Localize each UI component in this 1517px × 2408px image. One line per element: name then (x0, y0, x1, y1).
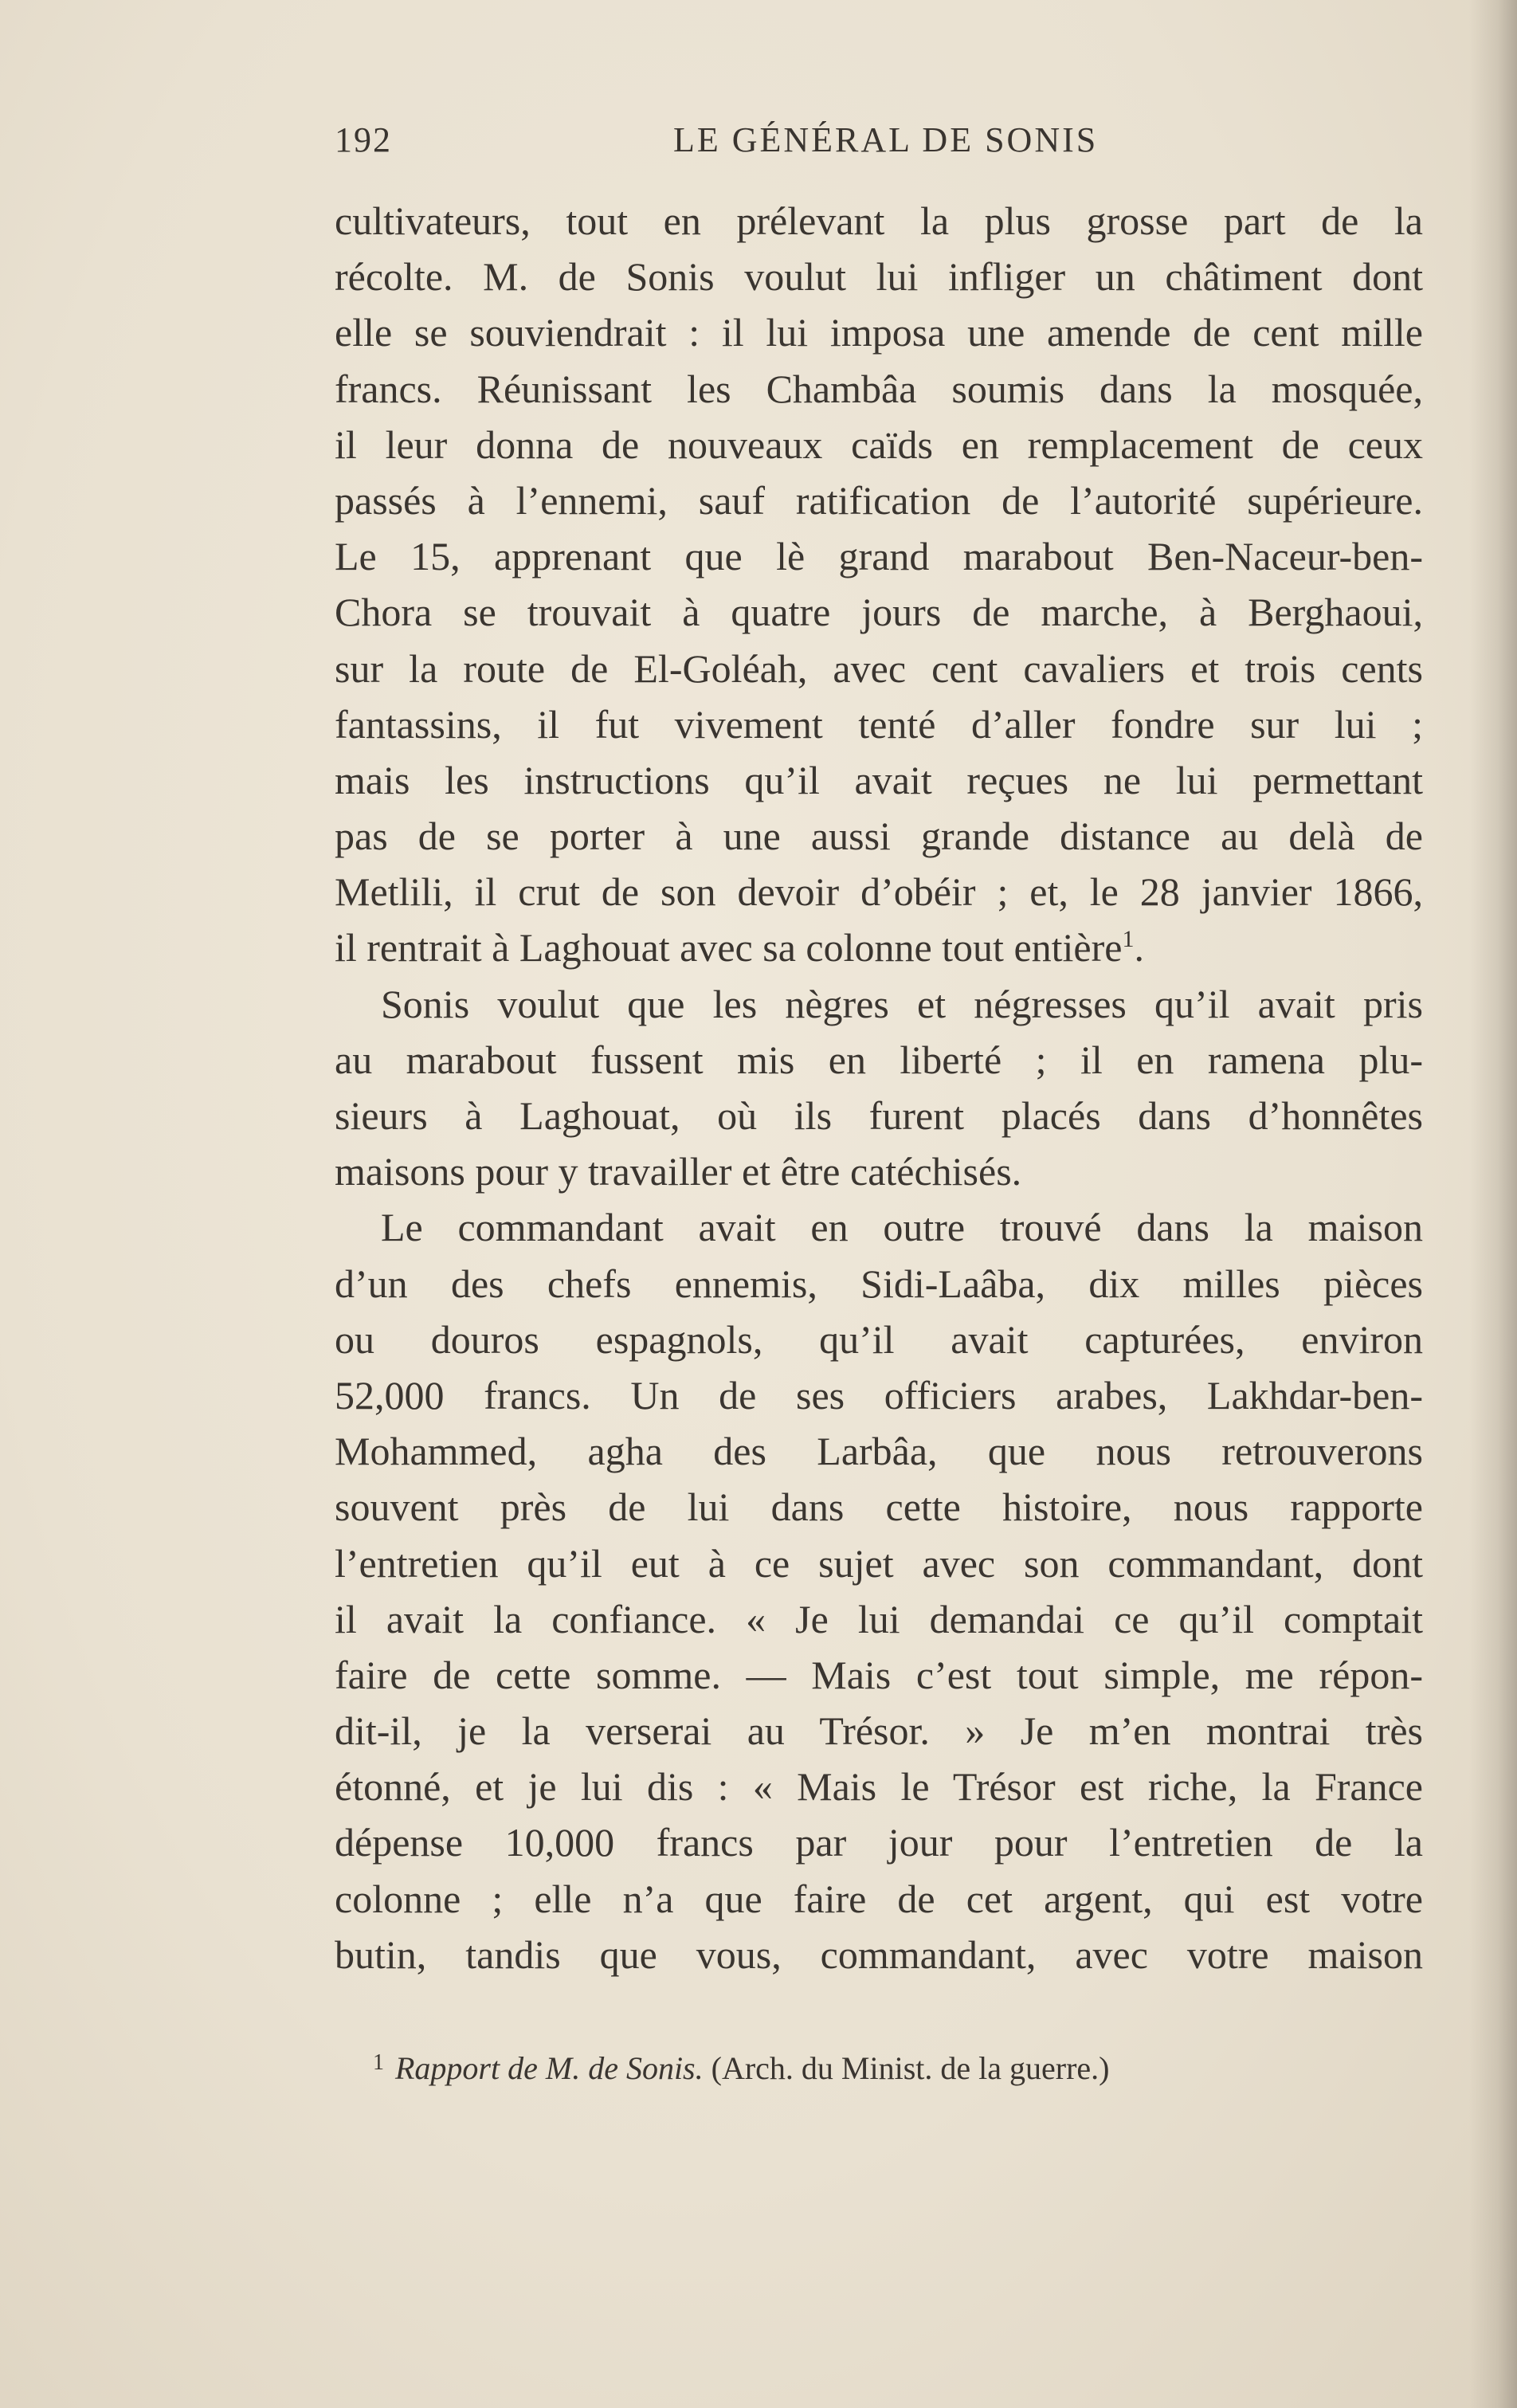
text-line: souvent près de lui dans cette histoire, nous rapporte (335, 1484, 1423, 1530)
paragraph-end-line (335, 920, 1423, 975)
page-number: 192 (335, 120, 392, 159)
text-line: dépense 10,000 francs par jour pour l’entretien de la (335, 1820, 1423, 1865)
text-line: étonné, et je lui dis : « Mais le Trésor est riche, la France (335, 1764, 1423, 1810)
text-line: il avait la confiance. « Je lui demandai ce qu’il comptait (335, 1596, 1423, 1641)
text-line: au marabout fussent mis en liberté ; il en ramena plu- (335, 1037, 1423, 1082)
text-line: butin, tandis que vous, commandant, avec votre maison (335, 1931, 1423, 1977)
text-line: pas de se porter à une aussi grande distance au delà de (335, 814, 1423, 859)
text-line: 52,000 francs. Un de ses officiers arabes, Lakhdar-ben- (335, 1372, 1423, 1418)
text-line: Sonis voulut que les nègres et négresses qu’il avait pris (381, 981, 1423, 1026)
text-line: passés à l’ennemi, sauf ratification de l’autorité supérieure. (335, 477, 1423, 523)
text-line: elle se souviendrait : il lui imposa une amende de cent mille (335, 310, 1423, 355)
text-line: ou douros espagnols, qu’il avait capturées, environ (335, 1316, 1423, 1362)
text-line: sieurs à Laghouat, où ils furent placés dans d’honnêtes (335, 1093, 1423, 1138)
text-line: Chora se trouvait à quatre jours de marche, à Berghaoui, (335, 590, 1423, 635)
text-line: il leur donna de nouveaux caïds en remplacement de ceux (335, 422, 1423, 467)
text-line: Metlili, il crut de son devoir d’obéir ; et, le 28 janvier 1866, (335, 869, 1423, 915)
text-line: faire de cette somme. — Mais c’est tout simple, me répon- (335, 1652, 1423, 1697)
footnote (373, 2049, 1409, 2087)
footnote-archive-reference: (Arch. du Minist. de la guerre.) (711, 2050, 1110, 2086)
sentence-period: . (1134, 925, 1144, 971)
text-line: Le 15, apprenant que lè grand marabout Ben-Naceur-ben- (335, 534, 1423, 579)
text-line: colonne ; elle n’a que faire de cet argent, qui est votre (335, 1876, 1423, 1921)
text-line: maisons pour y travailler et être catéchisés. (335, 1149, 1022, 1194)
text-line: d’un des chefs ennemis, Sidi-Laâba, dix milles pièces (335, 1261, 1423, 1306)
text-line-content: il rentrait à Laghouat avec sa colonne tout entière (335, 925, 1123, 971)
text-line: récolte. M. de Sonis voulut lui infliger un châtiment dont (335, 254, 1423, 300)
footnote-marker: 1 (373, 2050, 384, 2075)
text-line: l’entretien qu’il eut à ce sujet avec son commandant, dont (335, 1540, 1423, 1586)
text-line: sur la route de El-Goléah, avec cent cavaliers et trois cents (335, 645, 1423, 691)
text-line: dit-il, je la verserai au Trésor. » Je m’en montrai très (335, 1708, 1423, 1754)
footnote-source-title: Rapport de M. de Sonis. (395, 2050, 704, 2086)
text-line: cultivateurs, tout en prélevant la plus grosse part de la (335, 198, 1423, 243)
page-header (335, 120, 1418, 175)
text-line: Le commandant avait en outre trouvé dans la maison (381, 1205, 1423, 1250)
running-title: LE GÉNÉRAL DE SONIS (673, 120, 1099, 159)
text-line: Mohammed, agha des Larbâa, que nous retrouverons (335, 1429, 1423, 1474)
text-line: mais les instructions qu’il avait reçues ne lui permettant (335, 757, 1423, 802)
footnote-reference: 1 (1122, 926, 1135, 953)
body-text (335, 193, 1423, 1982)
page-edge-shadow (1469, 0, 1517, 2408)
text-line: francs. Réunissant les Chambâa soumis dans la mosquée, (335, 366, 1423, 411)
text-line: fantassins, il fut vivement tenté d’aller fondre sur lui ; (335, 701, 1423, 747)
